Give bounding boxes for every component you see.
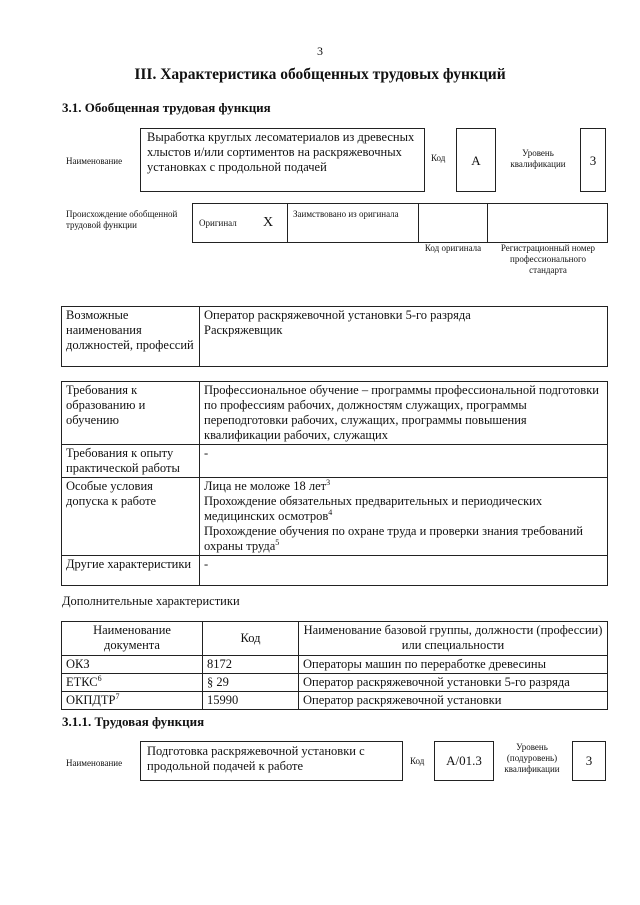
page-number: 3 (317, 44, 323, 58)
other-value: - (200, 556, 608, 586)
special-line-2: Прохождение обязательных предварительных и периодических медицинских осмотров$^4$ (204, 494, 543, 523)
gtf-name-label: Наименование (66, 156, 123, 166)
positions-label: Возможные наименования должностей, профессий (62, 307, 200, 367)
additional-col-code: Код (203, 622, 299, 656)
tf-name-label: Наименование (66, 758, 123, 768)
additional-name: Оператор раскряжевочной установки (299, 692, 608, 710)
gtf-name-value: Выработка круглых лесоматериалов из древесных хлыстов и/или сортиментов на раскряжевочных установках с продольной подачей (140, 128, 425, 192)
education-label: Требования к образованию и обучению (62, 382, 200, 445)
gtf-level-value: 3 (580, 128, 606, 192)
tf-heading: 3.1.1. Трудовая функция (62, 714, 205, 729)
origin-borrowed-label: Заимствовано из оригинала (287, 203, 419, 243)
additional-name: Оператор раскряжевочной установки 5-го разряда (299, 674, 608, 692)
additional-code: 8172 (203, 656, 299, 674)
origin-original-label: Оригинал (199, 218, 237, 228)
positions-line-2: Раскряжевщик (204, 323, 283, 337)
additional-doc: ОКПДТР$^7$ (62, 692, 203, 710)
special-value (200, 478, 608, 556)
additional-name: Операторы машин по переработке древесины (299, 656, 608, 674)
requirements-table (61, 381, 608, 586)
gtf-code-value: A (456, 128, 496, 192)
table-row (62, 674, 608, 692)
additional-table (61, 621, 608, 710)
origin-label: Происхождение обобщенной трудовой функции (66, 209, 178, 230)
additional-code: § 29 (203, 674, 299, 692)
tf-level-value: 3 (572, 741, 606, 781)
tf-code-value: А/01.3 (434, 741, 494, 781)
origin-code-cell (418, 203, 488, 243)
section-title: III. Характеристика обобщенных трудовых функций (134, 66, 506, 83)
additional-code: 15990 (203, 692, 299, 710)
origin-reg-cell (487, 203, 608, 243)
experience-value: - (200, 445, 608, 478)
special-label: Особые условия допуска к работе (62, 478, 200, 556)
positions-values (200, 307, 608, 367)
origin-original-mark: X (263, 215, 274, 230)
additional-col-doc: Наименование документа (62, 622, 203, 656)
additional-heading: Дополнительные характеристики (62, 594, 240, 608)
table-row (62, 656, 608, 674)
origin-original-cell (192, 203, 288, 243)
gtf-heading: 3.1. Обобщенная трудовая функция (62, 100, 271, 115)
origin-reg-caption: Регистрационный номер профессионального стандарта (500, 243, 596, 275)
origin-code-caption: Код оригинала (424, 243, 482, 253)
additional-doc: ОКЗ (62, 656, 203, 674)
positions-table (61, 306, 608, 367)
additional-doc: ЕТКС$^6$ (62, 674, 203, 692)
other-label: Другие характеристики (62, 556, 200, 586)
table-row (62, 692, 608, 710)
special-line-3: Прохождение обучения по охране труда и проверки знания требований охраны труда$^5$ (204, 524, 583, 553)
additional-col-name: Наименование базовой группы, должности (профессии) или специальности (299, 622, 608, 656)
tf-level-label: Уровень (подуровень) квалификации (504, 742, 560, 774)
special-line-1: Лица не моложе 18 лет$^3$ (204, 477, 331, 493)
gtf-code-label: Код (431, 153, 446, 163)
gtf-level-label: Уровень квалификации (510, 148, 566, 169)
tf-code-label: Код (410, 756, 425, 766)
experience-label: Требования к опыту практической работы (62, 445, 200, 478)
tf-name-value: Подготовка раскряжевочной установки с продольной подачей к работе (140, 741, 403, 781)
positions-line-1: Оператор раскряжевочной установки 5-го разряда (204, 308, 471, 322)
education-value: Профессиональное обучение – программы профессиональной подготовки по профессиям рабочих, должностям служащих, программы переподготовки рабочих, служащих, программы повышения квалификации рабочих, служащих (200, 382, 608, 445)
